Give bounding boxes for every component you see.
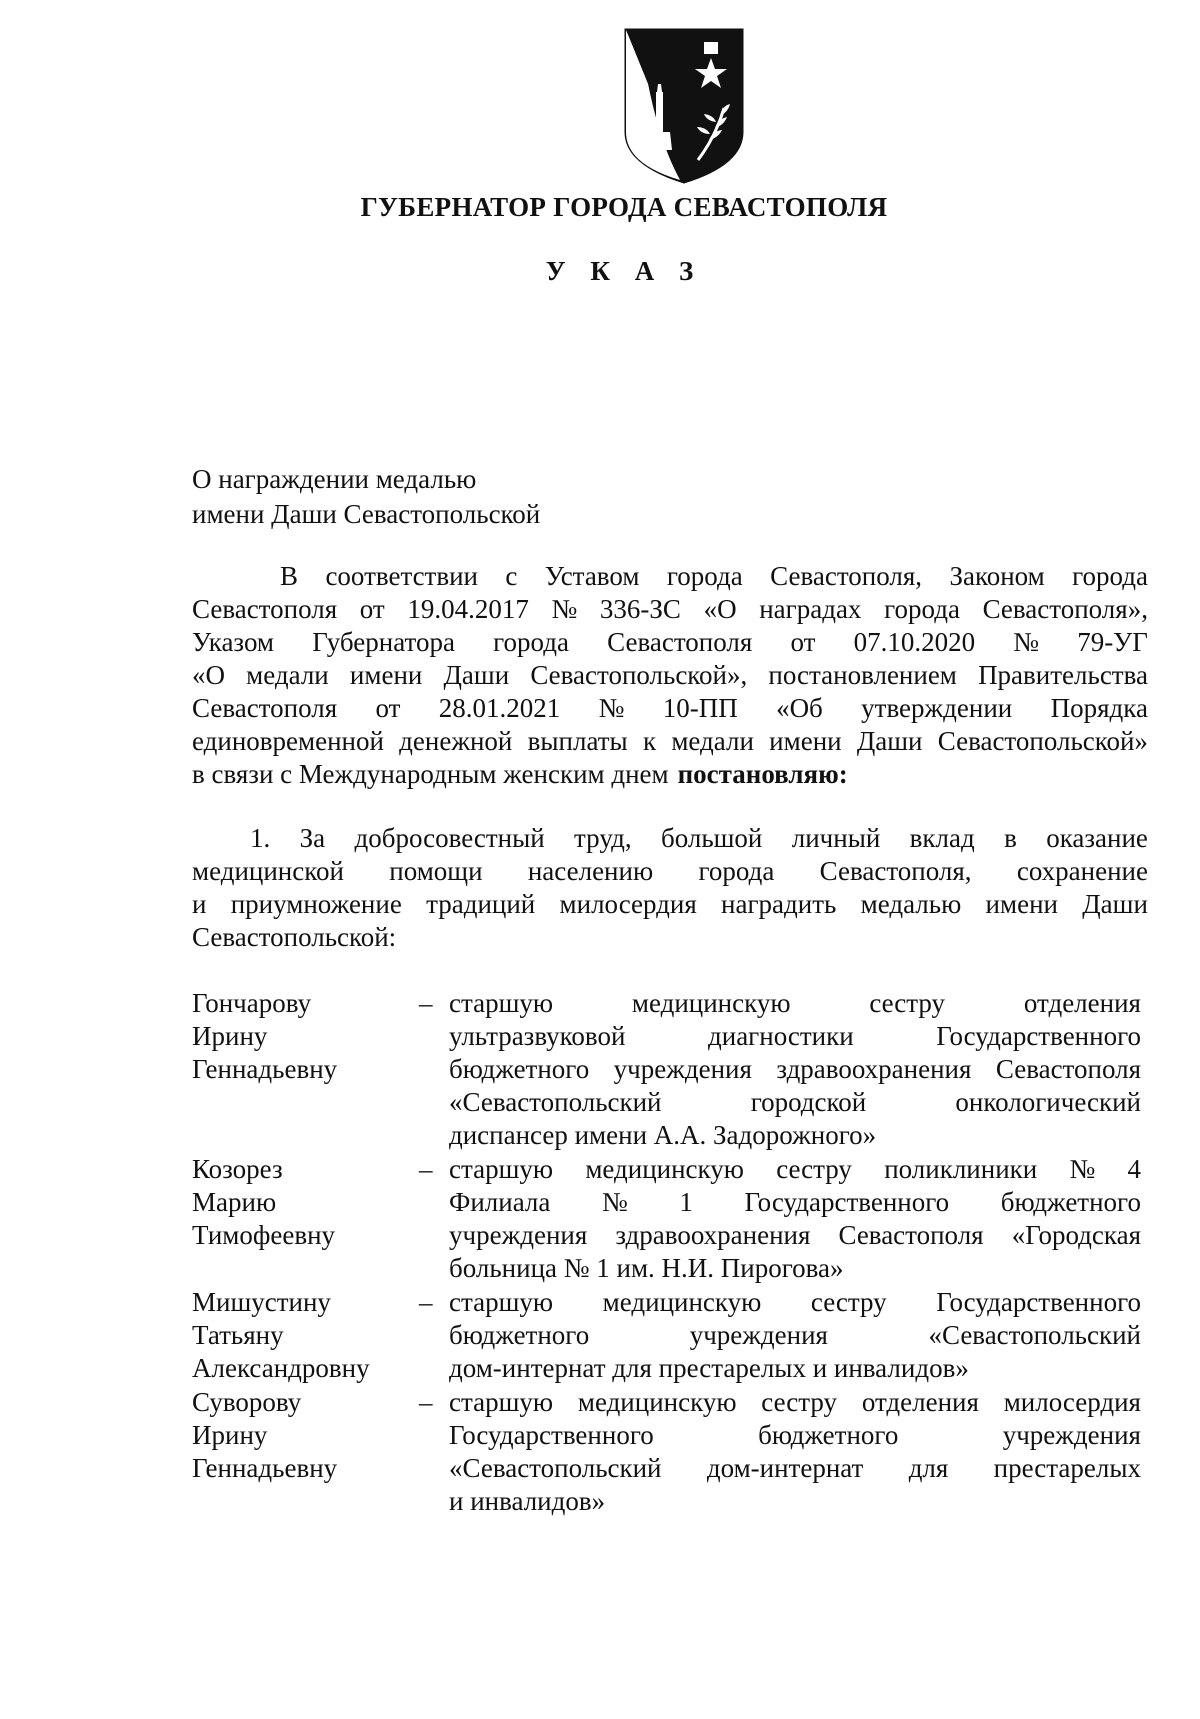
- word: Государственного: [744, 1187, 950, 1217]
- word: сестру: [869, 988, 946, 1018]
- word: диагностики: [708, 1021, 854, 1051]
- word: Севастополя: [192, 594, 338, 624]
- word: бюджетного: [758, 1420, 899, 1450]
- awardee-position-line: и инвалидов»: [449, 1486, 606, 1516]
- word: наградах: [759, 594, 862, 624]
- word: утверждении: [861, 693, 1013, 723]
- word: Севастополя,: [819, 856, 972, 886]
- word: для: [908, 1453, 949, 1483]
- word: Государственного: [936, 1287, 1141, 1317]
- awardee-position-line: [449, 1219, 1141, 1252]
- awardee-position-line: [449, 1319, 1141, 1352]
- dash-separator: –: [419, 1387, 433, 1417]
- dash-separator: –: [419, 1287, 433, 1317]
- word: Законом: [949, 561, 1045, 591]
- word: 10-ПП: [662, 693, 738, 723]
- decree-verb: постановляю:: [677, 759, 848, 789]
- word: старшую: [449, 1387, 554, 1417]
- word: Севастополя: [607, 627, 753, 657]
- word: Даши: [856, 726, 923, 756]
- word: 19.04.2017: [407, 594, 529, 624]
- word: личный: [791, 823, 881, 853]
- awardee-row: [192, 1386, 1148, 1518]
- awardee-position-line: [449, 1020, 1141, 1053]
- item-line: [192, 888, 1148, 921]
- word: с: [505, 561, 518, 591]
- word: Правительства: [978, 660, 1148, 690]
- word: выплаты: [527, 726, 628, 756]
- word: медицинскую: [577, 1387, 737, 1417]
- awardee-position: [449, 987, 1141, 1152]
- word: постановлением: [768, 660, 957, 690]
- word: медицинской: [192, 856, 344, 886]
- word: «Севастопольский: [449, 1453, 662, 1483]
- item-1-paragraph: [192, 822, 1148, 954]
- awardee-name: [192, 1286, 419, 1385]
- word: №: [551, 594, 578, 624]
- word: большой: [660, 823, 763, 853]
- word: Уставом: [544, 561, 640, 591]
- awardee-position-line: дом-интернат для престарелых и инвалидов»: [449, 1353, 969, 1383]
- awardee-position: [449, 1386, 1141, 1518]
- word: от: [790, 627, 816, 657]
- awardee-position: [449, 1153, 1141, 1285]
- awardee-position-line: диспансер имени А.А. Задорожного»: [449, 1120, 877, 1150]
- word: 4: [1127, 1154, 1141, 1184]
- preamble-line: [192, 758, 1148, 791]
- awardee-position-line: [449, 1386, 1141, 1419]
- awardee-name-line: Суворову: [192, 1387, 302, 1417]
- word: Государственного: [449, 1420, 654, 1450]
- word: сестру: [776, 1154, 852, 1184]
- word: «Севастопольский: [449, 1087, 662, 1117]
- awardee-name-line: Марию: [192, 1187, 277, 1217]
- awardee-position-line: [449, 1286, 1141, 1319]
- word: «Городская: [1011, 1220, 1141, 1250]
- preamble-final-text: в связи с Международным женским днем: [192, 759, 669, 789]
- awardee-name-line: Тимофеевну: [192, 1220, 336, 1250]
- awardee-position-line: [449, 1053, 1141, 1086]
- word: «О: [192, 660, 225, 690]
- awardee-name-line: Ирину: [192, 1021, 268, 1051]
- word: ультразвуковой: [449, 1021, 626, 1051]
- preamble-paragraph: [192, 560, 1148, 791]
- item-line: [192, 855, 1148, 888]
- word: учреждения: [1002, 1420, 1141, 1450]
- word: единовременной: [192, 726, 384, 756]
- word: здравоохранения: [776, 1054, 972, 1084]
- word: Севастопольской»,: [530, 660, 748, 690]
- word: бюджетного: [1000, 1187, 1141, 1217]
- word: 1: [679, 1187, 693, 1217]
- word: города: [884, 594, 960, 624]
- word: города: [698, 856, 775, 886]
- dash-separator: –: [419, 1154, 433, 1184]
- word: города: [1072, 561, 1148, 591]
- word: Указом: [192, 627, 275, 657]
- awardee-row: [192, 987, 1148, 1152]
- decree-subject: [192, 462, 540, 532]
- awardee-row: [192, 1153, 1148, 1285]
- awardee-position-line: больница № 1 им. Н.И. Пирогова»: [449, 1253, 844, 1283]
- word: 1.: [250, 823, 271, 853]
- word: дом-интернат: [706, 1453, 864, 1483]
- word: населению: [527, 856, 654, 886]
- word: традиций: [426, 889, 536, 919]
- word: учреждения: [449, 1220, 588, 1250]
- word: «О: [703, 594, 737, 624]
- word: медицинскую: [585, 1154, 744, 1184]
- preamble-line: [192, 626, 1148, 659]
- word: Севастопольской»: [937, 726, 1148, 756]
- word: учреждения: [613, 1054, 752, 1084]
- word: Порядка: [1050, 693, 1148, 723]
- word: имени: [349, 660, 423, 690]
- word: медали: [671, 726, 754, 756]
- word: бюджетного: [449, 1054, 590, 1084]
- word: здравоохранения: [615, 1220, 811, 1250]
- preamble-line: [192, 725, 1148, 758]
- word: медалью: [860, 889, 962, 919]
- preamble-line: [192, 659, 1148, 692]
- word: онкологический: [955, 1087, 1141, 1117]
- word: Филиала: [449, 1187, 551, 1217]
- dash-separator: –: [419, 988, 433, 1018]
- word: Севастополя»,: [982, 594, 1148, 624]
- word: отделения: [861, 1387, 979, 1417]
- word: №: [1013, 627, 1040, 657]
- word: отделения: [1023, 988, 1141, 1018]
- word: сестру: [761, 1387, 838, 1417]
- word: милосердия: [559, 889, 697, 919]
- item-line: [192, 921, 1148, 954]
- word: оказание: [1046, 823, 1148, 853]
- awardee-position: [449, 1286, 1141, 1385]
- document-type: У К А З: [545, 256, 703, 286]
- word: 28.01.2021: [438, 693, 561, 723]
- subject-line: имени Даши Севастопольской: [192, 499, 541, 529]
- awardee-name-line: Татьяну: [192, 1320, 284, 1350]
- awardee-name: [192, 1153, 419, 1285]
- word: «Об: [776, 693, 823, 723]
- awardee-position-line: [449, 987, 1141, 1020]
- word: Севастополя: [838, 1220, 984, 1250]
- item-line: [192, 822, 1148, 855]
- word: города: [666, 561, 743, 591]
- word: от: [375, 693, 401, 723]
- word: Губернатора: [312, 627, 455, 657]
- word: в: [1004, 823, 1017, 853]
- word: 79-УГ: [1077, 627, 1148, 657]
- word: города: [493, 627, 569, 657]
- awardee-name-line: Гончарову: [192, 988, 312, 1018]
- awardee-position-line: [449, 1086, 1141, 1119]
- awardee-name: [192, 987, 419, 1152]
- word: учреждения: [689, 1320, 828, 1350]
- awardees-list: [192, 987, 1148, 1519]
- word: городской: [750, 1087, 867, 1117]
- word: и: [192, 889, 207, 919]
- word: старшую: [449, 988, 554, 1018]
- word: Севастополя,: [770, 561, 923, 591]
- word: Севастополя: [995, 1054, 1141, 1084]
- word: Севастополя: [192, 693, 338, 723]
- awardee-name-line: Александровну: [192, 1353, 370, 1383]
- word: помощи: [389, 856, 483, 886]
- word: бюджетного: [449, 1320, 590, 1350]
- word: 336-ЗС: [599, 594, 681, 624]
- word: добросовестный: [354, 823, 545, 853]
- word: №: [1069, 1154, 1096, 1184]
- word: приумножение: [230, 889, 402, 919]
- word: имени: [985, 889, 1058, 919]
- preamble-line: [192, 593, 1148, 626]
- word: №: [598, 693, 625, 723]
- word: имени: [769, 726, 842, 756]
- awardee-name-line: Мишустину: [192, 1287, 331, 1317]
- word: денежной: [399, 726, 513, 756]
- awardee-position-line: [449, 1186, 1141, 1219]
- awardee-row: [192, 1286, 1148, 1385]
- word: вклад: [909, 823, 975, 853]
- awardee-position-line: [449, 1452, 1141, 1485]
- awardee-name-line: Геннадьевну: [192, 1453, 338, 1483]
- word: За: [299, 823, 326, 853]
- word: к: [642, 726, 657, 756]
- word: «Севастопольский: [928, 1320, 1141, 1350]
- word: медицинскую: [631, 988, 791, 1018]
- awardee-name: [192, 1386, 419, 1518]
- preamble-line: [192, 692, 1148, 725]
- preamble-line: [192, 560, 1148, 593]
- word: поликлиники: [884, 1154, 1038, 1184]
- sevastopol-coat-of-arms-icon: [620, 24, 748, 186]
- word: В: [280, 561, 299, 591]
- word: Государственного: [936, 1021, 1141, 1051]
- word: Даши: [443, 660, 510, 690]
- word: старшую: [449, 1154, 554, 1184]
- awardee-name-line: Геннадьевну: [192, 1054, 338, 1084]
- item-line-text: Севастопольской:: [192, 922, 397, 952]
- word: Даши: [1082, 889, 1148, 919]
- word: сохранение: [1016, 856, 1148, 886]
- word: старшую: [449, 1287, 554, 1317]
- word: труд,: [574, 823, 632, 853]
- word: соответствии: [325, 561, 478, 591]
- word: №: [601, 1187, 628, 1217]
- word: медали: [246, 660, 329, 690]
- word: сестру: [810, 1287, 887, 1317]
- word: наградить: [721, 889, 837, 919]
- issuing-authority: ГУБЕРНАТОР ГОРОДА СЕВАСТОПОЛЯ: [360, 192, 888, 222]
- word: медицинскую: [602, 1287, 762, 1317]
- word: 07.10.2020: [853, 627, 976, 657]
- word: от: [359, 594, 385, 624]
- awardee-position-line: [449, 1153, 1141, 1186]
- awardee-name-line: Козорез: [192, 1154, 283, 1184]
- awardee-position-line: [449, 1419, 1141, 1452]
- word: милосердия: [1003, 1387, 1141, 1417]
- awardee-name-line: Ирину: [192, 1420, 268, 1450]
- word: престарелых: [993, 1453, 1141, 1483]
- subject-line: О награждении медалью: [192, 464, 477, 494]
